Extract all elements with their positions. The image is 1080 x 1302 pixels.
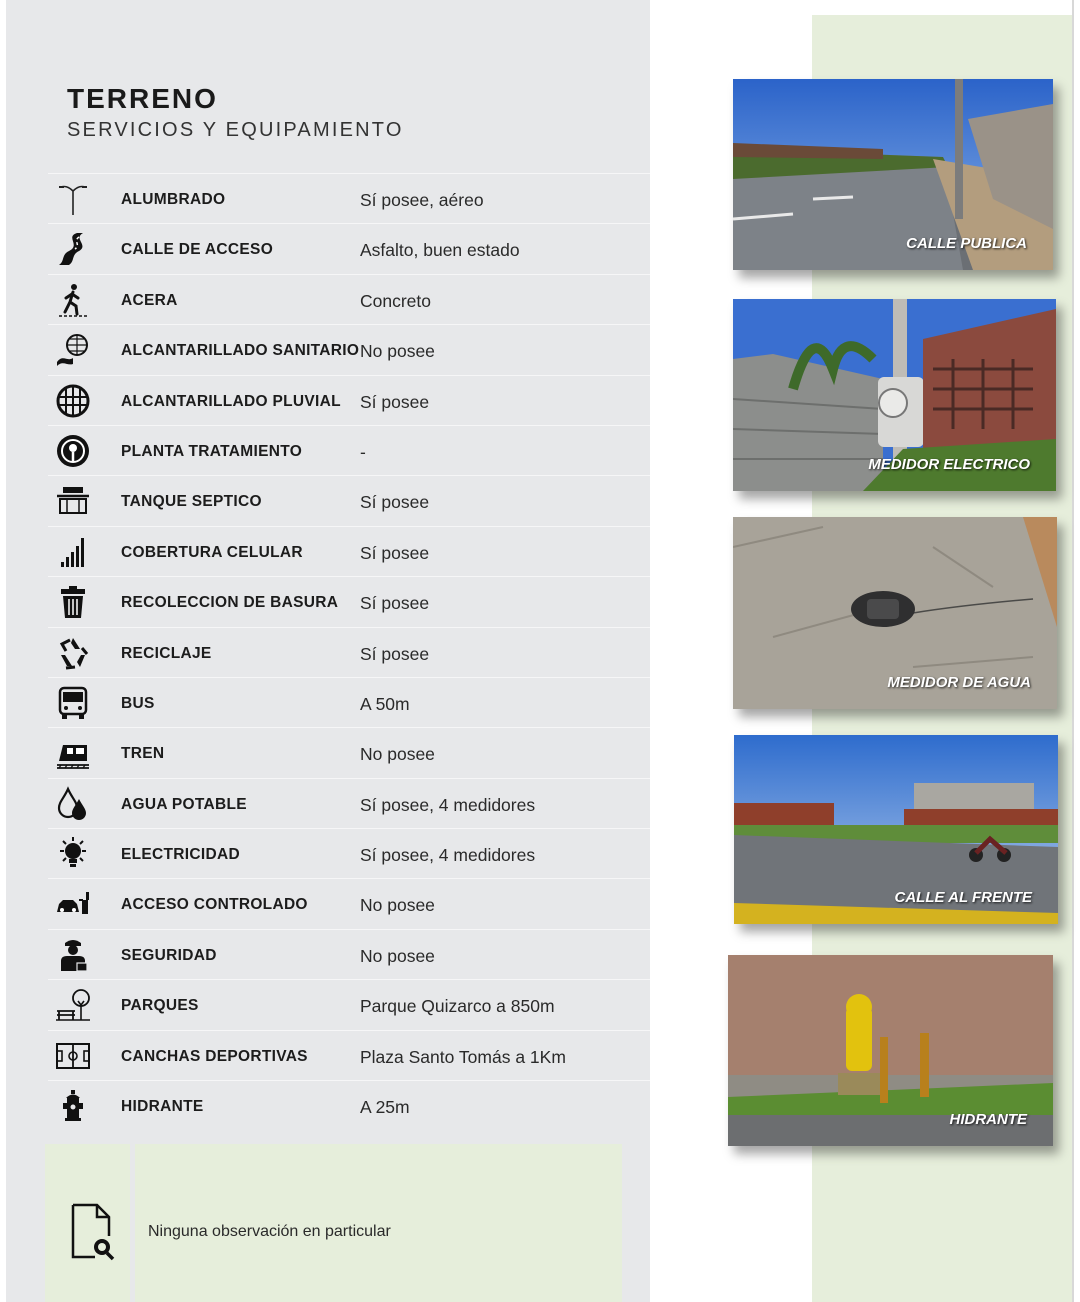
sewer-icon (54, 332, 92, 368)
service-value: No posee (360, 744, 435, 765)
service-row-reciclaje (48, 627, 650, 677)
service-value: Sí posee (360, 492, 430, 513)
service-value: Sí posee (360, 593, 430, 614)
train-icon (54, 735, 92, 771)
service-row-parques (48, 979, 650, 1029)
service-label: SEGURIDAD (121, 946, 217, 964)
service-row-electricidad (48, 828, 650, 878)
service-value: Concreto (360, 290, 432, 311)
service-label: PLANTA TRATAMIENTO (121, 442, 303, 460)
bus-icon (54, 685, 92, 721)
service-label: TREN (121, 745, 165, 763)
service-row-planta-tratamiento (48, 425, 650, 475)
road-icon (54, 231, 92, 267)
service-label: AGUA POTABLE (121, 795, 247, 813)
lightbulb-icon (54, 836, 92, 872)
photo-caption: MEDIDOR DE AGUA (887, 674, 1031, 691)
service-value: - (360, 441, 366, 462)
service-value: A 50m (360, 693, 410, 714)
photo-caption: CALLE PUBLICA (906, 235, 1027, 252)
page-edge (1072, 0, 1074, 1302)
service-row-hidrante (48, 1080, 650, 1130)
service-row-canchas-deportivas (48, 1030, 650, 1080)
service-row-bus (48, 677, 650, 727)
service-value: Plaza Santo Tomás a 1Km (360, 1046, 566, 1067)
service-value: A 25m (360, 1097, 410, 1118)
treatment-plant-icon (54, 433, 92, 469)
park-bench-icon (54, 987, 92, 1023)
page-title: TERRENO (67, 83, 218, 114)
streetlight-icon (54, 181, 92, 217)
service-label: RECICLAJE (121, 644, 212, 662)
page-subtitle: SERVICIOS Y EQUIPAMIENTO (67, 119, 404, 141)
hydrant-icon (54, 1088, 92, 1124)
service-label: ACCESO CONTROLADO (121, 896, 308, 914)
service-row-alcantarillado-sanitario (48, 324, 650, 374)
photo-calle-al-frente (734, 735, 1058, 924)
observations-text: Ninguna observación en particular (148, 1223, 391, 1240)
service-row-alcantarillado-pluvial (48, 375, 650, 425)
service-value: No posee (360, 895, 435, 916)
service-list (48, 173, 650, 1130)
service-row-calle-de-acceso (48, 223, 650, 273)
service-label: HIDRANTE (121, 1098, 204, 1116)
service-value: Sí posee, 4 medidores (360, 845, 536, 866)
service-label: COBERTURA CELULAR (121, 543, 303, 561)
septic-tank-icon (54, 483, 92, 519)
service-value: No posee (360, 341, 435, 362)
service-label: TANQUE SEPTICO (121, 493, 262, 511)
document-search-icon (67, 1202, 117, 1262)
photo-calle-publica (733, 79, 1053, 270)
service-label: ALCANTARILLADO SANITARIO (121, 342, 360, 360)
service-label: CANCHAS DEPORTIVAS (121, 1047, 308, 1065)
service-label: ALUMBRADO (121, 191, 226, 208)
service-label: RECOLECCION DE BASURA (121, 594, 339, 612)
water-drop-icon (54, 786, 92, 822)
service-label: PARQUES (121, 997, 199, 1015)
drain-grate-icon (54, 383, 92, 419)
photo-caption: CALLE AL FRENTE (894, 889, 1032, 906)
service-row-cobertura-celular (48, 526, 650, 576)
service-row-alumbrado (48, 173, 650, 223)
security-guard-icon (54, 937, 92, 973)
service-label: ALCANTARILLADO PLUVIAL (121, 392, 341, 410)
service-row-acera (48, 274, 650, 324)
service-row-recoleccion-basura (48, 576, 650, 626)
service-label: CALLE DE ACCESO (121, 241, 274, 259)
service-row-agua-potable (48, 778, 650, 828)
sports-court-icon (54, 1038, 92, 1074)
recycle-icon (54, 635, 92, 671)
trash-can-icon (54, 584, 92, 620)
photo-caption: HIDRANTE (949, 1111, 1027, 1128)
photo-hidrante (728, 955, 1053, 1146)
photo-caption: MEDIDOR ELECTRICO (868, 456, 1030, 473)
service-row-seguridad (48, 929, 650, 979)
service-label: ACERA (121, 291, 178, 309)
signal-bars-icon (54, 534, 92, 570)
service-label: ELECTRICIDAD (121, 846, 240, 864)
service-label: BUS (121, 694, 155, 712)
service-row-acceso-controlado (48, 878, 650, 928)
service-value: No posee (360, 945, 435, 966)
service-value: Sí posee (360, 542, 430, 563)
service-value: Asfalto, buen estado (360, 240, 520, 261)
photo-medidor-electrico (733, 299, 1056, 491)
gate-car-icon (54, 886, 92, 922)
service-row-tanque-septico (48, 475, 650, 525)
service-value: Sí posee, aéreo (360, 190, 484, 210)
service-value: Sí posee, 4 medidores (360, 794, 536, 815)
photo-medidor-de-agua (733, 517, 1057, 709)
pedestrian-icon (54, 282, 92, 318)
service-value: Sí posee (360, 391, 430, 412)
service-value: Parque Quizarco a 850m (360, 996, 555, 1017)
service-value: Sí posee (360, 643, 430, 664)
service-row-tren (48, 727, 650, 777)
